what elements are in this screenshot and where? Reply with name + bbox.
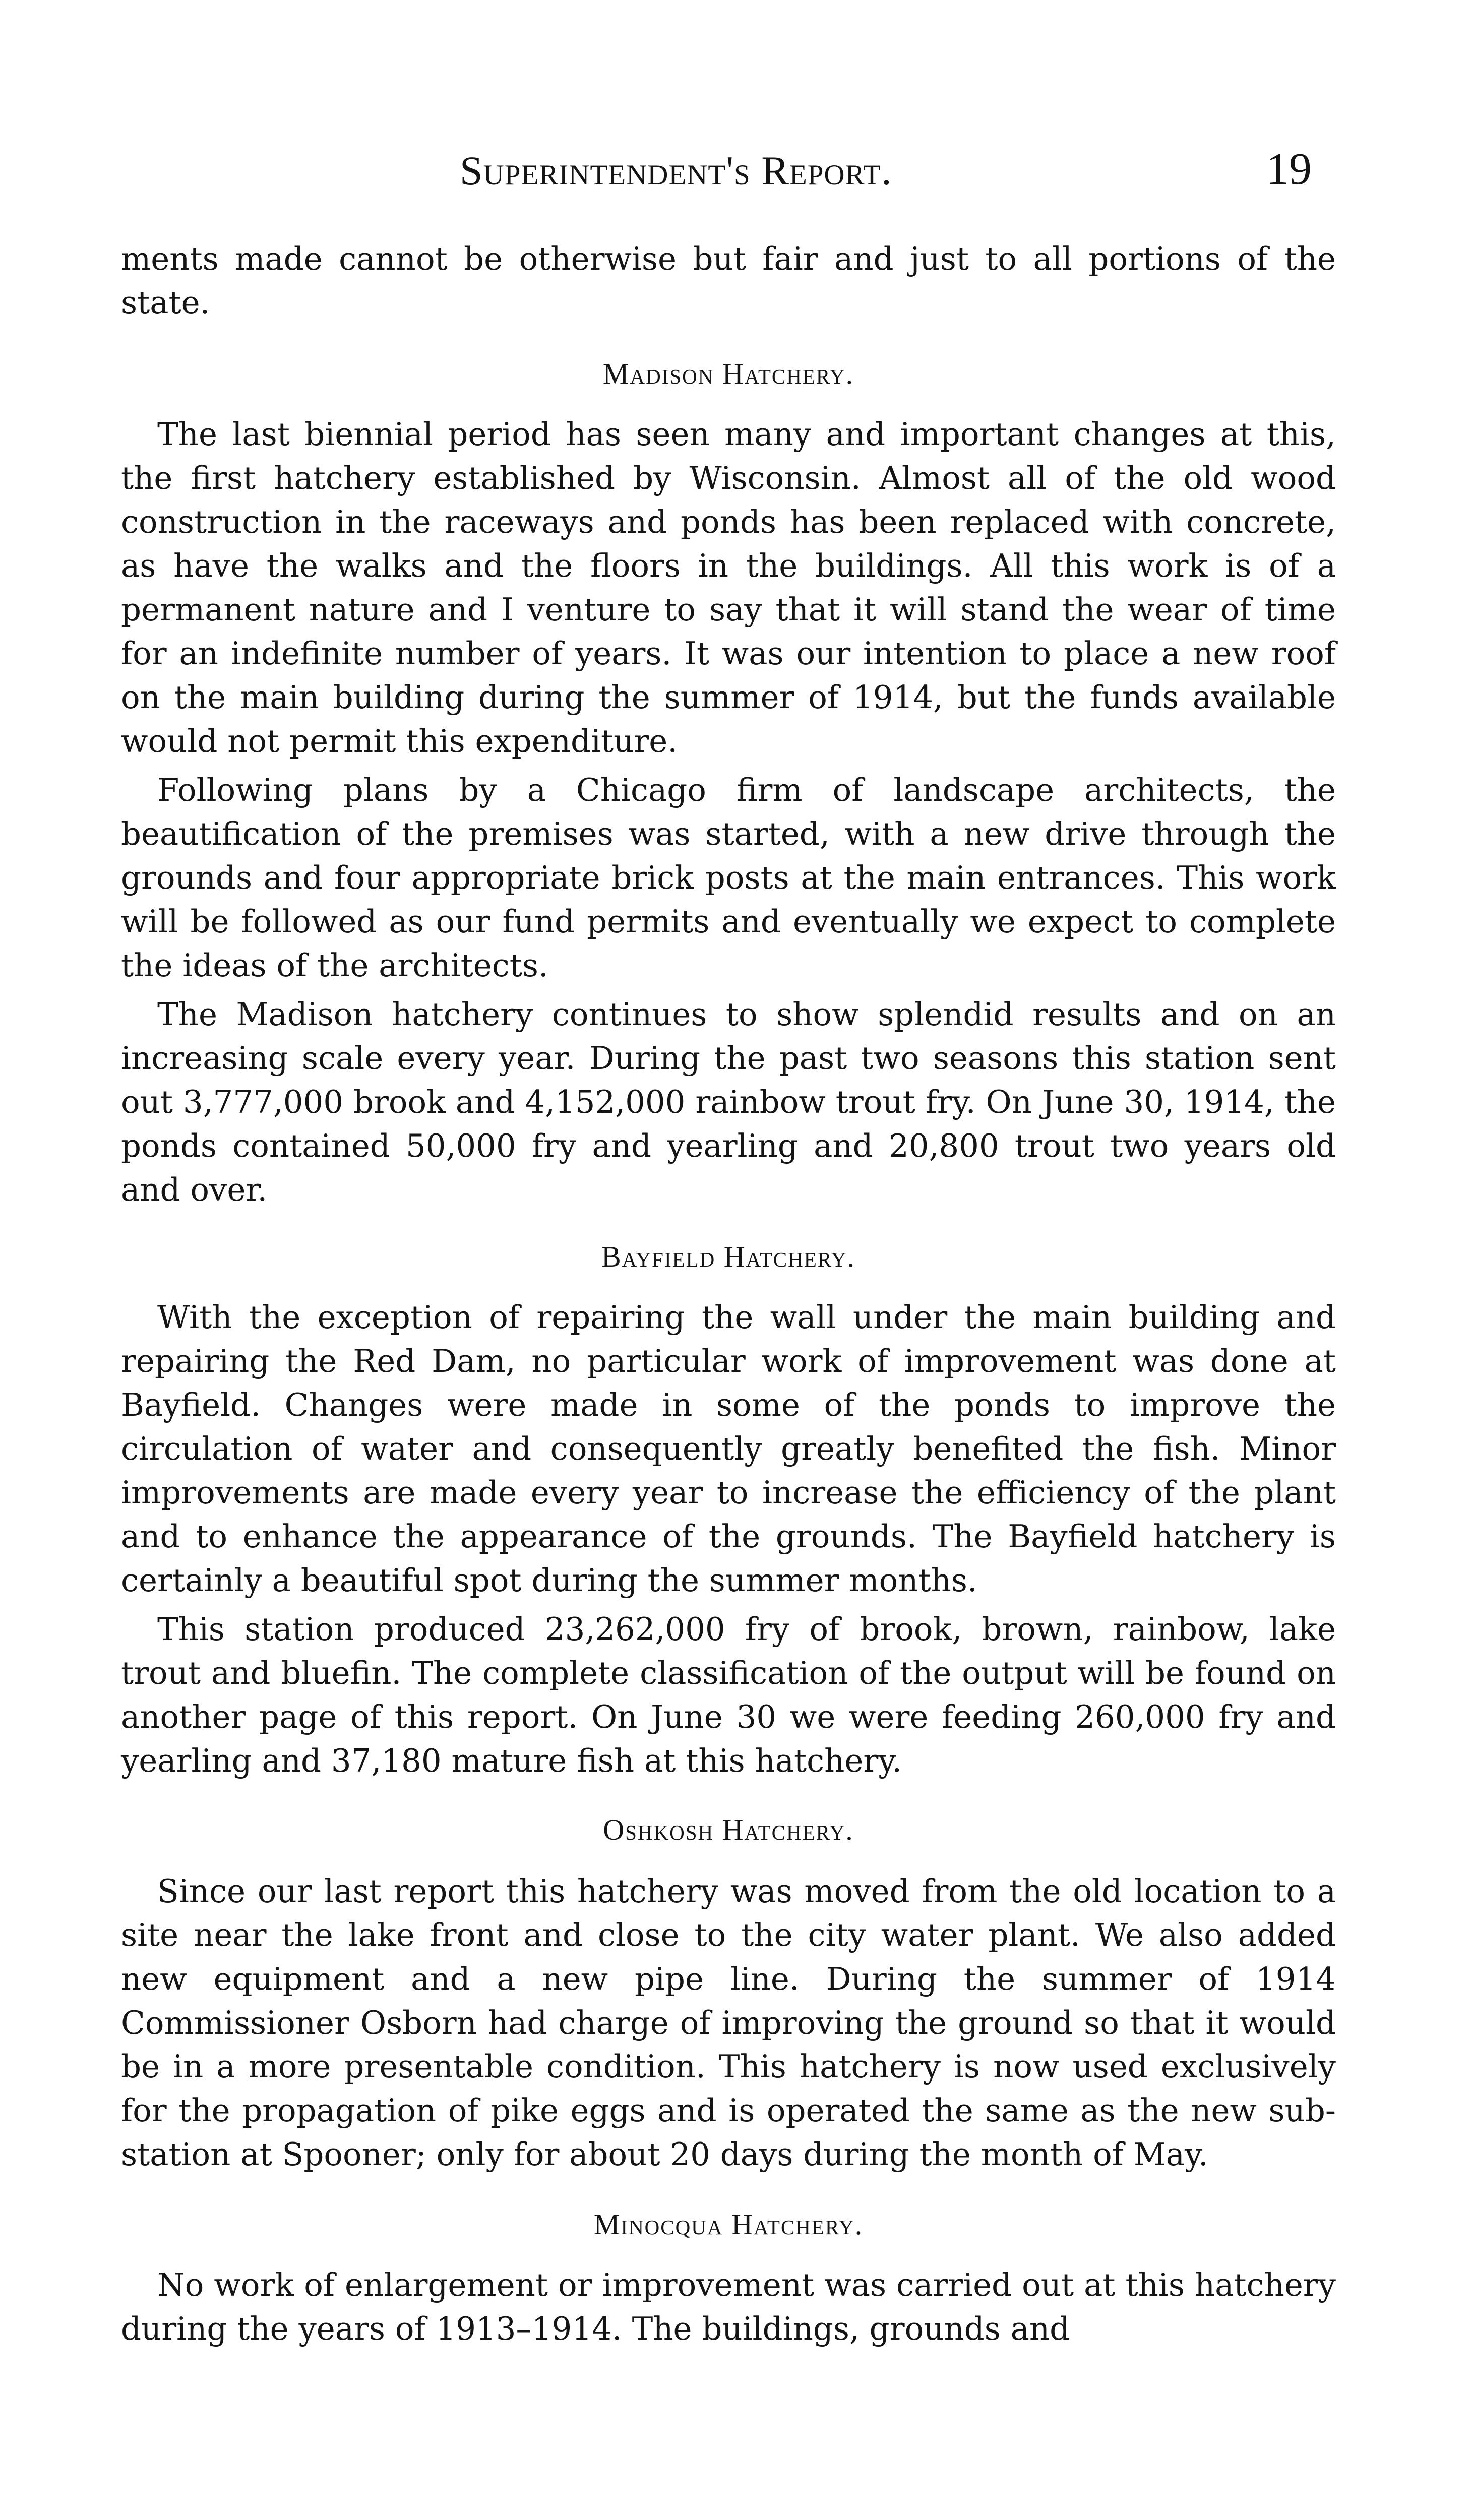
page-number: 19: [1266, 144, 1312, 194]
running-title: Superintendent's Report.: [460, 148, 892, 194]
section-heading-bayfield: Bayfield Hatchery.: [601, 1240, 855, 1273]
madison-paragraph: Following plans by a Chicago firm of landscape architects, the beautification of the premises was started, with a new drive through the grounds and four appropriate brick posts at the main entrances. This work will be followed as our fund permits and eventually we expect to complete the ideas of the architects.: [121, 772, 1336, 984]
madison-paragraph: The Madison hatchery continues to show splendid results and on an increasing scale every year. During the past two seasons this station sent out 3,777,000 brook and 4,152,000 rainbow trout fry. On June 30, 1914, the ponds contained 50,000 fry and yearling and 20,800 trout two years old and over.: [121, 996, 1336, 1208]
section-heading-oshkosh: Oshkosh Hatchery.: [603, 1813, 854, 1846]
intro-continuation: ments made cannot be otherwise but fair and just to all portions of the state.: [121, 240, 1336, 321]
minocqua-paragraph: No work of enlargement or improvement was carried out at this hatchery during the years of 1913–1914. The buildings, grounds and: [121, 2266, 1336, 2347]
section-heading-minocqua: Minocqua Hatchery.: [593, 2208, 864, 2241]
bayfield-paragraph: This station produced 23,262,000 fry of brook, brown, rainbow, lake trout and bluefin. The complete classification of the output will be found on another page of this report. On June 30 we were feeding 260,000 fry and yearling and 37,180 mature fish at this hatchery.: [121, 1611, 1336, 1779]
oshkosh-paragraph: Since our last report this hatchery was moved from the old location to a site near the lake front and close to the city water plant. We also added new equipment and a new pipe line. During the summer of 1914 Commissioner Osborn had charge of improving the ground so that it would be in a more presentable condition. This hatchery is now used exclusively for the propagation of pike eggs and is operated the same as the new sub-station at Spooner; only for about 20 days during the month of May.: [121, 1873, 1336, 2173]
bayfield-paragraph: With the exception of repairing the wall under the main building and repairing the Red Dam, no particular work of improvement was done at Bayfield. Changes were made in some of the ponds to improve the circulation of water and consequently greatly benefited the fish. Minor improvements are made every year to increase the efficiency of the plant and to enhance the appearance of the grounds. The Bayfield hatchery is certainly a beautiful spot during the summer months.: [121, 1299, 1336, 1599]
section-heading-madison: Madison Hatchery.: [602, 357, 854, 390]
body-text: [121, 237, 1336, 2351]
madison-paragraph: The last biennial period has seen many and important changes at this, the first hatchery established by Wisconsin. Almost all of the old wood construction in the raceways and ponds has been replaced with concrete, as have the walks and the floors in the buildings. All this work is of a permanent nature and I venture to say that it will stand the wear of time for an indefinite number of years. It was our intention to place a new roof on the main building during the summer of 1914, but the funds available would not permit this expenditure.: [121, 416, 1336, 760]
running-header: [0, 144, 1472, 203]
